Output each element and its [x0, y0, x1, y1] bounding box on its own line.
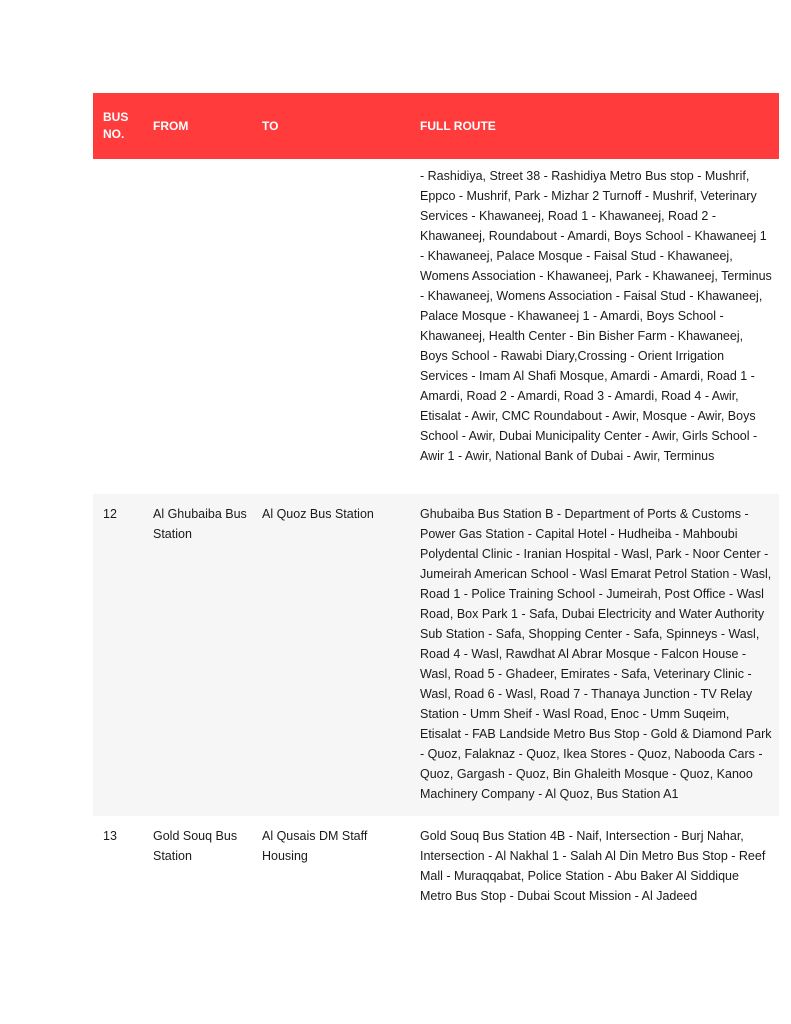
cell-full-route: - Rashidiya, Street 38 - Rashidiya Metro Bus stop - Mushrif, Eppco - Mushrif, Park - Mizhar 2 Turnoff - Mushrif, Veterinary Services - Khawaneej, Road 1 - Khawaneej, Road 2 - Khawaneej, Roundabout - Amardi, Boys School - Khawaneej 1 - Khawaneej, Palace Mosque - Faisal Stud - Khawaneej, Womens Association - Khawaneej, Park - Khawaneej, Terminus - Khawaneej, Womens Association - Faisal Stud - Khawaneej, Palace Mosque - Khawaneej 1 - Amardi, Boys School - Khawaneej, Health Center - Bin Bisher Farm - Khawaneej, Boys School - Rawabi Diary,Crossing - Orient Irrigation Services - Imam Al Shafi Mosque, Amardi - Amardi, Road 1 - Amardi, Road 2 - Amardi, Road 3 - Amardi, Road 4 - Awir, Etisalat - Awir, CMC Roundabout - Awir, Mosque - Awir, Boys School - Awir, Dubai Municipality Center - Awir, Girls School - Awir 1 - Awir, National Bank of Dubai - Awir, Terminus [408, 159, 779, 494]
table-row [93, 159, 779, 494]
cell-bus-no [93, 159, 143, 494]
header-from: FROM [143, 93, 252, 159]
header-bus-no: BUS NO. [93, 93, 143, 159]
cell-bus-no: 13 [93, 816, 143, 916]
table-row [93, 816, 779, 916]
header-to: TO [252, 93, 408, 159]
table-header-row [93, 93, 779, 159]
header-full-route: FULL ROUTE [408, 93, 779, 159]
cell-from: Gold Souq Bus Station [143, 816, 252, 916]
cell-full-route: Ghubaiba Bus Station B - Department of Ports & Customs - Power Gas Station - Capital Hotel - Hudheiba - Mahboubi Polydental Clinic - Iranian Hospital - Wasl, Park - Noor Center - Jumeirah American School - Wasl Emarat Petrol Station - Wasl, Road 1 - Police Training School - Jumeirah, Post Office - Wasl Road, Box Park 1 - Safa, Dubai Electricity and Water Authority Sub Station - Safa, Shopping Center - Safa, Spinneys - Wasl, Road 4 - Wasl, Rawdhat Al Abrar Mosque - Falcon House - Wasl, Road 5 - Ghadeer, Emirates - Safa, Veterinary Clinic - Wasl, Road 6 - Wasl, Road 7 - Thanaya Junction - TV Relay Station - Umm Sheif - Wasl Road, Enoc - Umm Suqeim, Etisalat - FAB Landside Metro Bus Stop - Gold & Diamond Park - Quoz, Falaknaz - Quoz, Ikea Stores - Quoz, Nabooda Cars - Quoz, Gargash - Quoz, Bin Ghaleith Mosque - Quoz, Kanoo Machinery Company - Al Quoz, Bus Station A1 [408, 494, 779, 816]
cell-to: Al Qusais DM Staff Housing [252, 816, 408, 916]
cell-from: Al Ghubaiba Bus Station [143, 494, 252, 816]
cell-from [143, 159, 252, 494]
cell-to: Al Quoz Bus Station [252, 494, 408, 816]
cell-bus-no: 12 [93, 494, 143, 816]
cell-to [252, 159, 408, 494]
cell-full-route: Gold Souq Bus Station 4B - Naif, Intersection - Burj Nahar, Intersection - Al Nakhal 1 - Salah Al Din Metro Bus Stop - Reef Mall - Muraqqabat, Police Station - Abu Baker Al Siddique Metro Bus Stop - Dubai Scout Mission - Al Jadeed [408, 816, 779, 916]
bus-route-table [93, 93, 779, 916]
table-row [93, 494, 779, 816]
